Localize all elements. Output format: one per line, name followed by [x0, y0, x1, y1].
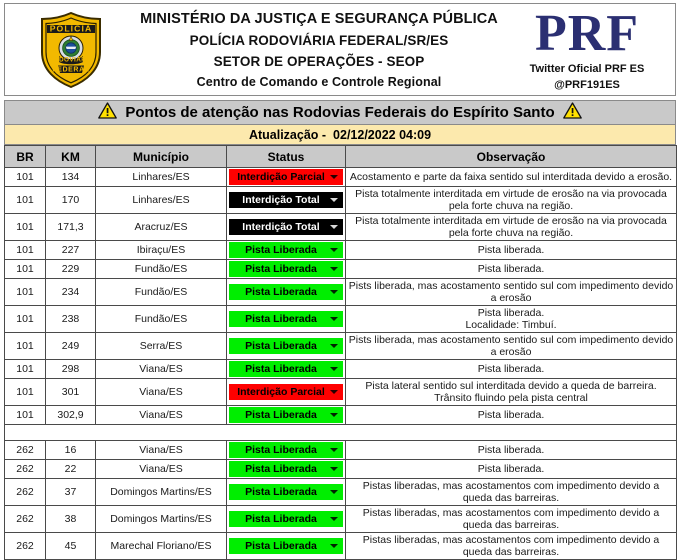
cell-municipio: Fundão/ES — [96, 306, 227, 333]
cell-br: 262 — [5, 441, 46, 460]
document-header — [4, 3, 676, 96]
status-cell[interactable] — [227, 533, 346, 560]
cell-km: 302,9 — [46, 406, 96, 425]
status-badge[interactable] — [229, 461, 343, 477]
cell-observacao: Pistas liberadas, mas acostamentos com impedimento devido a queda das barreiras. — [346, 506, 677, 533]
status-cell[interactable] — [227, 187, 346, 214]
status-cell[interactable] — [227, 379, 346, 406]
twitter-handle: @PRF191ES — [554, 78, 620, 91]
status-badge[interactable] — [229, 242, 343, 258]
status-badge[interactable] — [229, 484, 343, 500]
cell-km: 227 — [46, 241, 96, 260]
table-row — [5, 460, 677, 479]
column-header-br: BR — [5, 146, 46, 168]
cell-br: 262 — [5, 460, 46, 479]
cell-km: 171,3 — [46, 214, 96, 241]
spacer-cell — [5, 425, 677, 441]
status-label: Interdição Parcial — [237, 386, 325, 398]
status-badge[interactable] — [229, 538, 343, 554]
status-badge[interactable] — [229, 407, 343, 423]
cell-km: 234 — [46, 279, 96, 306]
status-cell[interactable] — [227, 306, 346, 333]
status-label: Pista Liberada — [245, 263, 317, 275]
cell-municipio: Ibiraçu/ES — [96, 241, 227, 260]
cell-br: 262 — [5, 506, 46, 533]
department-title: POLÍCIA RODOVIÁRIA FEDERAL/SR/ES — [189, 33, 449, 48]
cell-municipio: Domingos Martins/ES — [96, 479, 227, 506]
table-row — [5, 214, 677, 241]
status-cell[interactable] — [227, 333, 346, 360]
status-cell[interactable] — [227, 460, 346, 479]
cell-km: 22 — [46, 460, 96, 479]
cell-observacao: Pists liberada, mas acostamento sentido sul com impedimento devido a erosão — [346, 333, 677, 360]
chevron-down-icon[interactable] — [330, 413, 338, 417]
cell-km: 16 — [46, 441, 96, 460]
cell-municipio: Viana/ES — [96, 460, 227, 479]
table-row — [5, 441, 677, 460]
twitter-official-label: Twitter Oficial PRF ES — [529, 62, 645, 75]
status-badge[interactable] — [229, 169, 343, 185]
table-row — [5, 379, 677, 406]
cell-br: 262 — [5, 479, 46, 506]
status-label: Pista Liberada — [245, 363, 317, 375]
cell-municipio: Aracruz/ES — [96, 214, 227, 241]
table-body — [5, 168, 677, 560]
cell-municipio: Viana/ES — [96, 360, 227, 379]
cell-observacao: Pista totalmente interditada em virtude de erosão na via provocada pela forte chuva na região. — [346, 214, 677, 241]
table-row — [5, 168, 677, 187]
table-header-row — [5, 146, 677, 168]
cell-observacao: Pista liberada. — [346, 360, 677, 379]
cell-observacao: Pista liberada. — [346, 241, 677, 260]
cell-br: 101 — [5, 241, 46, 260]
update-timestamp: 02/12/2022 04:09 — [333, 127, 432, 142]
cell-observacao: Pista totalmente interditada em virtude de erosão na via provocada pela forte chuva na região. — [346, 187, 677, 214]
cell-km: 238 — [46, 306, 96, 333]
status-cell[interactable] — [227, 441, 346, 460]
status-cell[interactable] — [227, 260, 346, 279]
cell-br: 101 — [5, 168, 46, 187]
cell-municipio: Fundão/ES — [96, 260, 227, 279]
table-row — [5, 279, 677, 306]
table-row — [5, 241, 677, 260]
banner-title: Pontos de atenção nas Rodovias Federais do Espírito Santo — [125, 104, 555, 121]
status-label: Pista Liberada — [245, 463, 317, 475]
attention-banner — [4, 100, 676, 125]
chevron-down-icon[interactable] — [330, 290, 338, 294]
svg-text:FEDERAL: FEDERAL — [52, 65, 90, 73]
chevron-down-icon[interactable] — [330, 390, 338, 394]
center-title: Centro de Comando e Controle Regional — [196, 75, 442, 89]
table-row — [5, 333, 677, 360]
table-row — [5, 479, 677, 506]
cell-km: 45 — [46, 533, 96, 560]
badge-container — [5, 12, 137, 88]
warning-triangle-icon — [98, 102, 117, 124]
cell-municipio: Viana/ES — [96, 379, 227, 406]
chevron-down-icon[interactable] — [330, 517, 338, 521]
warning-triangle-icon — [563, 102, 582, 124]
status-cell[interactable] — [227, 279, 346, 306]
chevron-down-icon[interactable] — [330, 317, 338, 321]
cell-br: 101 — [5, 214, 46, 241]
svg-text:POLICIA: POLICIA — [49, 22, 93, 33]
cell-municipio: Linhares/ES — [96, 187, 227, 214]
cell-km: 38 — [46, 506, 96, 533]
table-row — [5, 360, 677, 379]
cell-br: 101 — [5, 187, 46, 214]
cell-km: 298 — [46, 360, 96, 379]
cell-br: 101 — [5, 379, 46, 406]
column-header-km: KM — [46, 146, 96, 168]
column-header-municipio: Município — [96, 146, 227, 168]
cell-km: 229 — [46, 260, 96, 279]
cell-br: 101 — [5, 260, 46, 279]
cell-observacao: Pista liberada. — [346, 460, 677, 479]
status-cell[interactable] — [227, 406, 346, 425]
update-bar — [4, 125, 676, 145]
status-badge[interactable] — [229, 361, 343, 377]
cell-municipio: Linhares/ES — [96, 168, 227, 187]
cell-br: 101 — [5, 406, 46, 425]
cell-br: 262 — [5, 533, 46, 560]
sector-title: SETOR DE OPERAÇÕES - SEOP — [213, 54, 425, 69]
status-cell[interactable] — [227, 168, 346, 187]
cell-observacao: Pista liberada. — [346, 441, 677, 460]
svg-text:RODOVIÁRIA: RODOVIÁRIA — [48, 56, 94, 64]
cell-observacao: Pista liberada. Localidade: Timbuí. — [346, 306, 677, 333]
cell-municipio: Viana/ES — [96, 406, 227, 425]
status-badge[interactable] — [229, 284, 343, 300]
cell-br: 101 — [5, 306, 46, 333]
cell-observacao: Pistas liberadas, mas acostamentos com impedimento devido a queda das barreiras. — [346, 533, 677, 560]
status-label: Pista Liberada — [245, 540, 317, 552]
table-row — [5, 406, 677, 425]
status-label: Interdição Total — [242, 221, 320, 233]
cell-observacao: Pista liberada. — [346, 260, 677, 279]
cell-observacao: Pistas liberadas, mas acostamentos com impedimento devido a queda das barreiras. — [346, 479, 677, 506]
table-row — [5, 306, 677, 333]
chevron-down-icon[interactable] — [330, 467, 338, 471]
status-cell[interactable] — [227, 506, 346, 533]
prf-wordmark: PRF — [534, 4, 640, 62]
table-row — [5, 506, 677, 533]
status-cell[interactable] — [227, 214, 346, 241]
column-header-observacao: Observação — [346, 146, 677, 168]
chevron-down-icon[interactable] — [330, 175, 338, 179]
cell-observacao: Pists liberada, mas acostamento sentido sul com impedimento devido a erosão — [346, 279, 677, 306]
status-cell[interactable] — [227, 479, 346, 506]
status-label: Interdição Parcial — [237, 171, 325, 183]
cell-municipio: Serra/ES — [96, 333, 227, 360]
cell-observacao: Pista liberada. — [346, 406, 677, 425]
status-label: Interdição Total — [242, 194, 320, 206]
cell-br: 101 — [5, 333, 46, 360]
status-label: Pista Liberada — [245, 409, 317, 421]
column-header-status: Status — [227, 146, 346, 168]
cell-br: 101 — [5, 279, 46, 306]
chevron-down-icon[interactable] — [330, 198, 338, 202]
status-label: Pista Liberada — [245, 444, 317, 456]
cell-km: 249 — [46, 333, 96, 360]
road-status-table — [4, 145, 677, 560]
status-label: Pista Liberada — [245, 486, 317, 498]
chevron-down-icon[interactable] — [330, 448, 338, 452]
status-badge[interactable] — [229, 511, 343, 527]
chevron-down-icon[interactable] — [330, 367, 338, 371]
chevron-down-icon[interactable] — [330, 248, 338, 252]
prf-logo-block — [507, 4, 675, 92]
cell-observacao: Pista lateral sentido sul interditada devido a queda de barreira. Trânsito fluindo pela pista central — [346, 379, 677, 406]
cell-br: 101 — [5, 360, 46, 379]
status-badge[interactable] — [229, 338, 343, 354]
header-titles — [137, 10, 507, 89]
cell-municipio: Marechal Floriano/ES — [96, 533, 227, 560]
status-label: Pista Liberada — [245, 340, 317, 352]
chevron-down-icon[interactable] — [330, 267, 338, 271]
status-badge[interactable] — [229, 219, 343, 235]
status-label: Pista Liberada — [245, 286, 317, 298]
cell-observacao: Acostamento e parte da faixa sentido sul interditada devido a erosão. — [346, 168, 677, 187]
ministry-title: MINISTÉRIO DA JUSTIÇA E SEGURANÇA PÚBLICA — [140, 11, 498, 27]
status-label: Pista Liberada — [245, 513, 317, 525]
status-badge[interactable] — [229, 192, 343, 208]
update-label: Atualização - — [248, 127, 327, 142]
status-label: Pista Liberada — [245, 244, 317, 256]
status-cell[interactable] — [227, 360, 346, 379]
status-badge[interactable] — [229, 311, 343, 327]
chevron-down-icon[interactable] — [330, 544, 338, 548]
cell-municipio: Fundão/ES — [96, 279, 227, 306]
cell-municipio: Domingos Martins/ES — [96, 506, 227, 533]
cell-km: 170 — [46, 187, 96, 214]
prf-shield-badge — [38, 12, 104, 88]
cell-km: 301 — [46, 379, 96, 406]
table-spacer-row — [5, 425, 677, 441]
status-badge[interactable] — [229, 384, 343, 400]
status-cell[interactable] — [227, 241, 346, 260]
status-badge[interactable] — [229, 261, 343, 277]
cell-km: 134 — [46, 168, 96, 187]
chevron-down-icon[interactable] — [330, 344, 338, 348]
table-row — [5, 187, 677, 214]
status-label: Pista Liberada — [245, 313, 317, 325]
table-row — [5, 260, 677, 279]
status-badge[interactable] — [229, 442, 343, 458]
table-row — [5, 533, 677, 560]
cell-municipio: Viana/ES — [96, 441, 227, 460]
chevron-down-icon[interactable] — [330, 225, 338, 229]
chevron-down-icon[interactable] — [330, 490, 338, 494]
cell-km: 37 — [46, 479, 96, 506]
